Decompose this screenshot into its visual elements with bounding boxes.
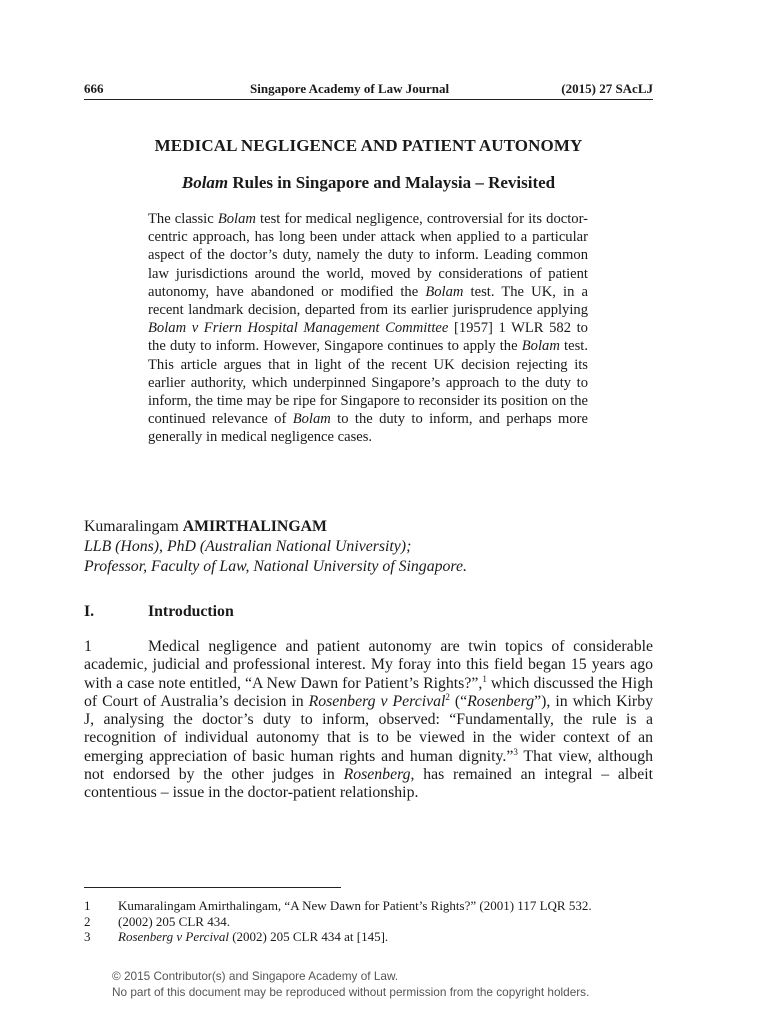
footnote-number: 2: [84, 913, 91, 929]
footnote-number: 1: [84, 898, 91, 913]
section-number: I.: [84, 603, 95, 620]
abstract-italic: Bolam: [217, 211, 256, 227]
copyright-notice: [112, 968, 672, 1000]
footnote-text: (2002) 205 CLR 434 at [145].: [228, 929, 389, 944]
paragraph-text: which discussed the High of Court of Australia’s decision in: [84, 674, 653, 710]
journal-name: Singapore Academy of Law Journal: [250, 81, 450, 96]
abstract-text: [1957] 1 WLR 582 to the duty to inform. However, Singapore continues to apply the: [148, 320, 588, 355]
abstract-text: test for medical negligence, controversial for its doctor-centric approach, has long been under attack when applied to a particular aspect of the doctor’s duty, namely the duty to inform. Leading common law jurisdictions around the world, moved by considerations of patient autonomy, have abandoned or modified the: [148, 211, 589, 300]
paragraph-text: , has remained an integral – albeit contentious – issue in the doctor-patient relationship.: [84, 766, 653, 802]
subtitle-italic: Bolam: [181, 173, 229, 192]
paragraph-number: 1: [84, 638, 92, 655]
footnote-ref-3[interactable]: 3: [513, 746, 518, 757]
footnote-2: [84, 914, 653, 930]
paragraph-text: ”), in which Kirby J, analysing the doctor’s duty to inform, observed: “Fundamentally, the rule is a recognition of individual autonomy that is to be viewed in the wider context of an emerging appreciation of basic human rights and human dignity.”: [84, 692, 653, 765]
page-number: 666: [84, 81, 104, 96]
footnote-text: Kumaralingam Amirthalingam, “A New Dawn for Patient’s Rights?” (2001) 117 LQR 532.: [118, 898, 592, 913]
footnote-number: 3: [84, 929, 91, 944]
abstract-text: to the duty to inform, and perhaps more generally in medical negligence cases.: [148, 411, 589, 446]
abstract-text: test. This article argues that in light of the recent UK decision rejecting its earlier authority, which underpinned Singapore’s approach to the duty to inform, the time may be ripe for Singapore to reconsider its position on the continued relevance of: [148, 338, 588, 428]
copyright-line: © 2015 Contributor(s) and Singapore Academy of Law.: [112, 969, 399, 983]
abstract-text: test. The UK, in a recent landmark decision, departed from its earlier jurisprudence applying: [148, 283, 588, 319]
footnote-3: [84, 929, 653, 945]
abstract-case-name: Bolam v Friern Hospital Management Committee: [148, 320, 449, 337]
paragraph-text: Medical negligence and patient autonomy are twin topics of considerable academic, judicial and professional interest. My foray into this field began 15 years ago with a case note entitled, “A New Dawn for Patient’s Rights?”,: [84, 638, 653, 692]
case-name: Rosenberg v Percival: [308, 692, 446, 710]
footnote-ref-2[interactable]: 2: [445, 691, 450, 702]
author-position: Professor, Faculty of Law, National University of Singapore.: [84, 558, 467, 575]
footnote-ref-1[interactable]: 1: [482, 673, 487, 684]
paragraph-text: That view, although not endorsed by the other judges in: [84, 747, 653, 784]
footnote-1: [84, 898, 653, 914]
author-qualifications: LLB (Hons), PhD (Australian National University);: [84, 538, 412, 555]
section-title: Introduction: [148, 603, 234, 620]
journal-citation: (2015) 27 SAcLJ: [561, 81, 653, 96]
abstract-italic: Bolam: [521, 338, 560, 355]
footnote-rule: [84, 887, 341, 888]
abstract-italic: Bolam: [425, 283, 464, 300]
abstract: [148, 210, 588, 447]
author-surname: AMIRTHALINGAM: [182, 518, 327, 535]
author-block: [84, 517, 653, 577]
article-subtitle: [84, 172, 653, 194]
footnotes: [84, 898, 653, 945]
case-name-short: Rosenberg: [467, 692, 535, 710]
footnote-case-name: Rosenberg v Percival: [118, 929, 229, 944]
abstract-italic: Bolam: [292, 411, 331, 428]
abstract-text: The classic: [148, 211, 218, 227]
paragraph-text: (“: [449, 692, 468, 710]
paragraph-1: [84, 638, 653, 803]
article-title: MEDICAL NEGLIGENCE AND PATIENT AUTONOMY: [154, 136, 583, 155]
subtitle-rest: Rules in Singapore and Malaysia – Revisited: [228, 173, 556, 192]
header-rule: [84, 99, 653, 100]
author-given-name: Kumaralingam: [84, 518, 183, 535]
footnote-text: (2002) 205 CLR 434.: [118, 913, 230, 929]
case-name-short: Rosenberg: [343, 766, 411, 784]
copyright-restriction: No part of this document may be reproduced without permission from the copyright holders.: [112, 985, 590, 999]
